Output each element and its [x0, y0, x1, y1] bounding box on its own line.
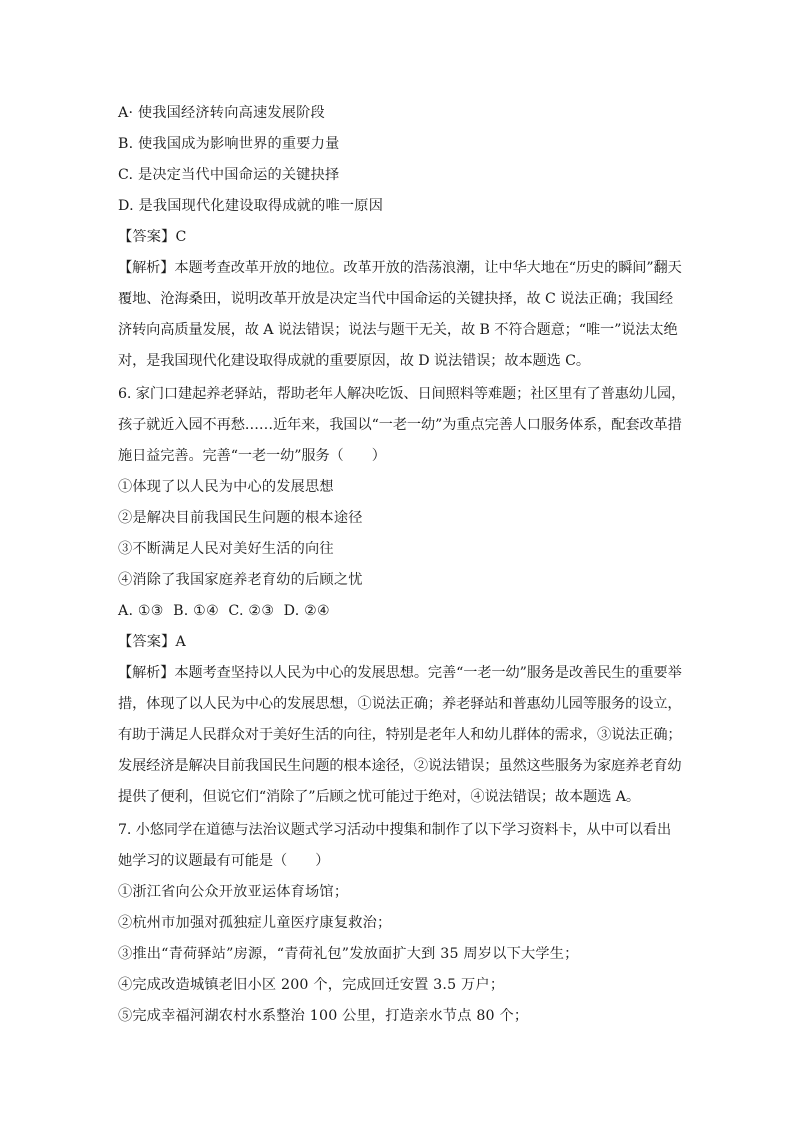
q6-answer: 【答案】A — [118, 634, 186, 650]
q6-item: ①体现了以人民为中心的发展思想 — [118, 479, 334, 495]
q6-stem-line: 施日益完善。完善“一老一幼”服务（ ） — [118, 448, 386, 464]
q7-stem-line: 她学习的议题最有可能是（ ） — [118, 853, 330, 869]
q6-analysis-line: 【解析】本题考查坚持以人民为中心的发展思想。完善“一老一幼”服务是改善民生的重要举 — [118, 665, 682, 681]
q7-item: ③推出“青荷驿站”房源，“青荷礼包”发放面扩大到 35 周岁以下大学生； — [118, 946, 579, 962]
q6-item: ③不断满足人民对美好生活的向往 — [118, 541, 334, 557]
q5-analysis-line: 覆地、沧海桑田，说明改革开放是决定当代中国命运的关键抉择，故 C 说法正确；我国经 — [118, 291, 673, 307]
q5-analysis-line: 【解析】本题考查改革开放的地位。改革开放的浩荡浪潮，让中华大地在“历史的瞬间”翻天 — [118, 260, 682, 276]
q5-answer: 【答案】C — [118, 229, 187, 245]
q5-option-a: A· 使我国经济转向高速发展阶段 — [118, 105, 325, 121]
q6-item: ②是解决目前我国民生问题的根本途径 — [118, 510, 363, 526]
q6-stem-line: 6. 家门口建起养老驿站，帮助老年人解决吃饭、日间照料等难题；社区里有了普惠幼儿园， — [118, 386, 686, 402]
q7-item: ④完成改造城镇老旧小区 200 个，完成回迁安置 3.5 万户； — [118, 977, 505, 993]
q6-choices: A. ①③ B. ①④ C. ②③ D. ②④ — [118, 603, 330, 619]
q5-option-b: B. 使我国成为影响世界的重要力量 — [118, 136, 340, 152]
q7-item: ①浙江省向公众开放亚运体育场馆； — [118, 884, 349, 900]
q5-option-c: C. 是决定当代中国命运的关键抉择 — [118, 167, 340, 183]
q6-analysis-line: 提供了便利，但说它们“消除了”后顾之忧可能过于绝对，④说法错误；故本题选 A。 — [118, 789, 640, 805]
q6-analysis-line: 发展经济是解决目前我国民生问题的根本途径，②说法错误；虽然这些服务为家庭养老育幼 — [118, 758, 682, 774]
q5-analysis-line: 对，是我国现代化建设取得成就的重要原因，故 D 说法错误；故本题选 C。 — [118, 353, 590, 369]
q6-item: ④消除了我国家庭养老育幼的后顾之忧 — [118, 572, 363, 588]
q7-stem-line: 7. 小悠同学在道德与法治议题式学习活动中搜集和制作了以下学习资料卡，从中可以看出 — [118, 822, 672, 838]
q6-analysis-line: 措，体现了以人民为中心的发展思想，①说法正确；养老驿站和普惠幼儿园等服务的设立， — [118, 696, 682, 712]
q5-analysis-line: 济转向高质量发展，故 A 说法错误；说法与题干无关，故 B 不符合题意；“唯一”说法太绝 — [118, 322, 678, 338]
q7-item: ⑤完成幸福河湖农村水系整治 100 公里，打造亲水节点 80 个； — [118, 1008, 529, 1024]
q6-analysis-line: 有助于满足人民群众对于美好生活的向往，特别是老年人和幼儿群体的需求，③说法正确； — [118, 727, 682, 743]
q5-option-d: D. 是我国现代化建设取得成就的唯一原因 — [118, 198, 384, 214]
q6-stem-line: 孩子就近入园不再愁……近年来，我国以“一老一幼”为重点完善人口服务体系，配套改革措 — [118, 417, 682, 433]
q7-item: ②杭州市加强对孤独症儿童医疗康复救治； — [118, 915, 392, 931]
